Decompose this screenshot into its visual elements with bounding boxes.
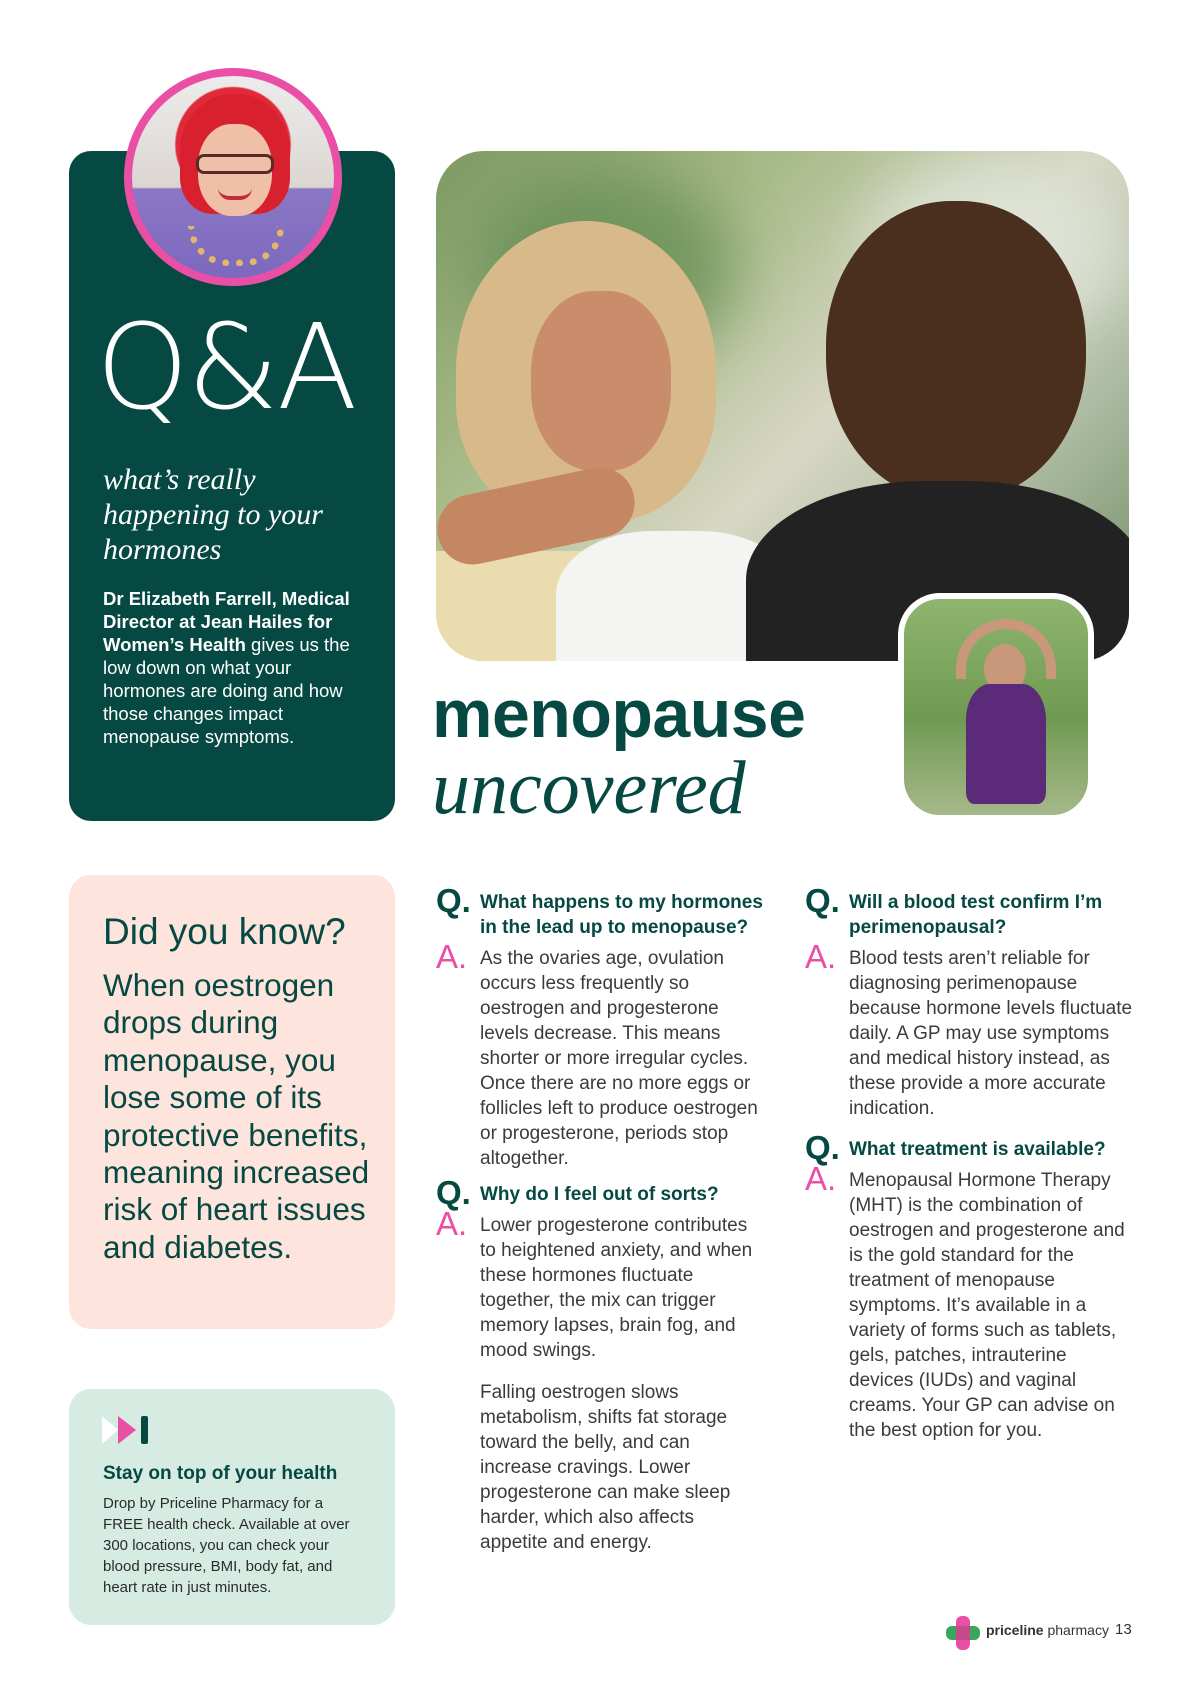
question-marker: Q. [436, 1174, 471, 1211]
health-box-body: Drop by Priceline Pharmacy for a FREE health check. Available at over 300 locations, you can check your blood pressure, BMI, body fat, and heart rate in just minutes. [103, 1495, 350, 1596]
question-marker: Q. [805, 1129, 840, 1166]
footer-brand [986, 1622, 1109, 1638]
footer-brand-bold: priceline [986, 1622, 1044, 1638]
headline-line1: menopause [432, 676, 806, 752]
qa-title: Q&A [96, 298, 356, 436]
answer-text: As the ovaries age, ovulation occurs less frequently so oestrogen and progesterone levels decrease. This means shorter or more irregular cycles. Once there are no more eggs or follicles left to produce oestrogen or progesterone, periods stop altogether. [480, 948, 758, 1169]
answer-text: Menopausal Hormone Therapy (MHT) is the combination of oestrogen and progesterone and is the gold standard for the treatment of menopause symptoms. It’s available in a variety of forms such as tablets, gels, patches, intrauterine devices (IUDs) and vaginal creams. Your GP can advise on the best option for you. [849, 1170, 1125, 1441]
headline-line2: uncovered [432, 746, 746, 830]
did-you-know-body: When oestrogen drops during menopause, you lose some of its protective benefits, meaning increased risk of heart issues and diabetes. [103, 967, 370, 1265]
qa-item-2 [436, 1174, 766, 1555]
health-box-title: Stay on top of your health [103, 1463, 338, 1484]
footer-brand-rest: pharmacy [1043, 1622, 1109, 1638]
exercise-photo [898, 593, 1094, 821]
qa-subtitle: what’s really happening to your hormones [103, 463, 323, 566]
answer-marker: A. [805, 938, 837, 975]
answer-text: Blood tests aren’t reliable for diagnosing perimenopause because hormone levels fluctuate daily. A GP may use symptoms and medical history instead, as these provide a more accurate indication. [849, 948, 1133, 1119]
answer-text-extra: Falling oestrogen slows metabolism, shifts fat storage toward the belly, and can increase cravings. Lower progesterone can make sleep harder, which also affects appetite and energy. [480, 1382, 731, 1553]
question-text: What happens to my hormones in the lead up to menopause? [480, 892, 763, 938]
question-marker: Q. [436, 882, 471, 919]
qa-item-4 [805, 1129, 1135, 1443]
question-text: What treatment is available? [849, 1139, 1106, 1160]
answer-text: Lower progesterone contributes to heightened anxiety, and when these hormones fluctuate together, the mix can trigger memory lapses, brain fog, and mood swings. [480, 1215, 753, 1361]
hero-photo [436, 151, 1129, 661]
question-marker: Q. [805, 882, 840, 919]
fast-forward-icon [102, 1412, 154, 1448]
did-you-know-title: Did you know? [103, 911, 346, 952]
qa-intro-text: gives us the low down on what your hormones are doing and how those changes impact menopause symptoms. [103, 634, 350, 747]
priceline-logo-icon [946, 1616, 980, 1650]
answer-marker: A. [436, 1205, 468, 1242]
author-portrait [124, 68, 342, 286]
page-number: 13 [1115, 1621, 1132, 1638]
qa-intro [103, 587, 373, 748]
question-text: Why do I feel out of sorts? [480, 1184, 719, 1205]
question-text: Will a blood test confirm I’m perimenopausal? [849, 892, 1103, 938]
qa-intro-author: Dr Elizabeth Farrell, Medical Director at Jean Hailes for Women’s Health [103, 588, 350, 655]
qa-item-3 [805, 882, 1135, 1121]
answer-marker: A. [436, 938, 468, 975]
answer-marker: A. [805, 1160, 837, 1197]
qa-item-1 [436, 882, 766, 1171]
